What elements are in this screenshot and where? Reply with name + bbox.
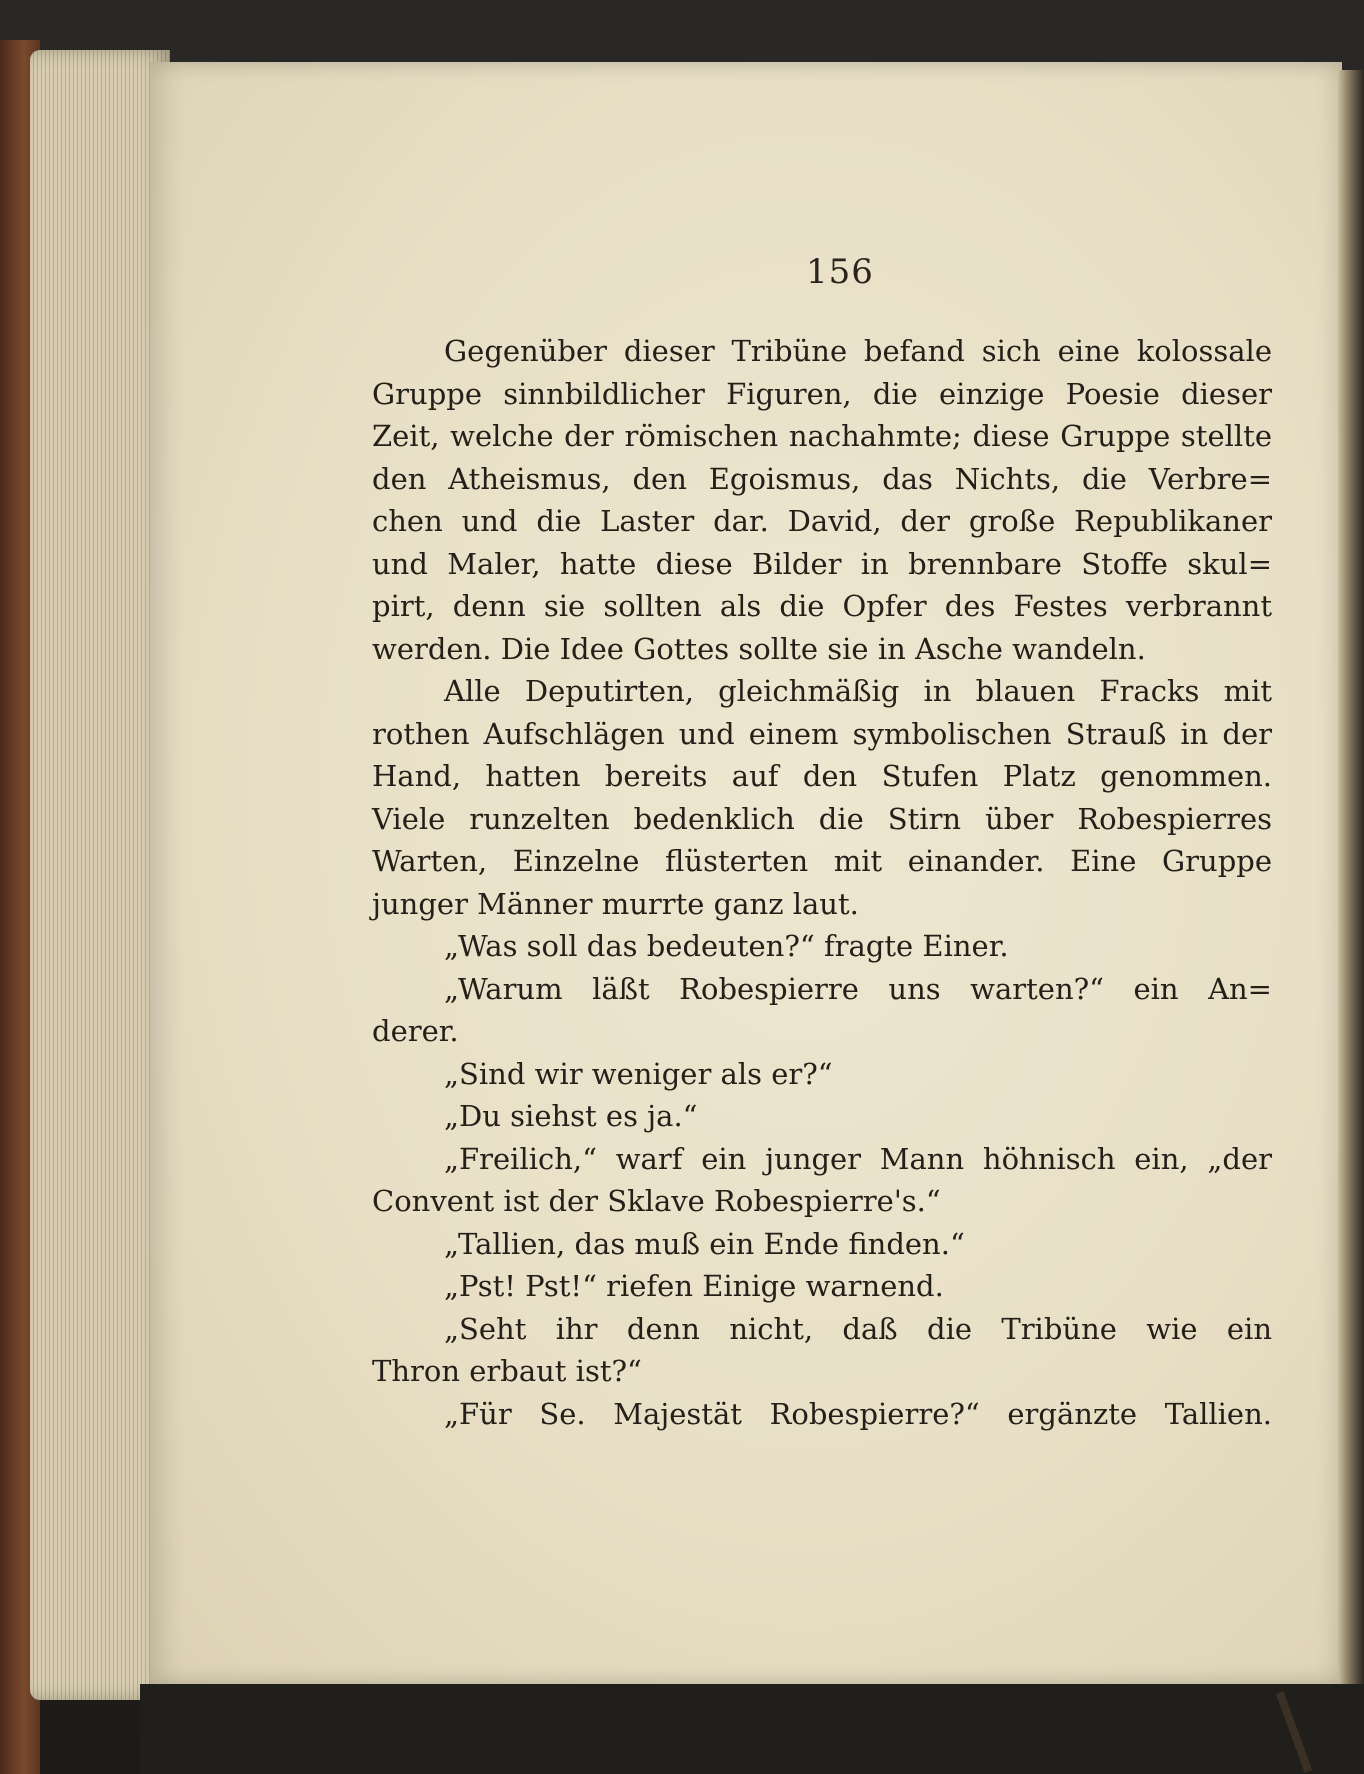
text-line: Alle Deputirten, gleichmäßig in blauen Fracks mit: [444, 674, 1272, 708]
text-line: „Für Se. Majestät Robespierre?“ ergänzte Tallien.: [444, 1396, 1272, 1431]
text-line: Viele runzelten bedenklich die Stirn über Robespierres: [372, 801, 1272, 836]
text-line: Hand, hatten bereits auf den Stufen Platz genommen.: [372, 759, 1272, 793]
text-line: „Tallien, das muß ein Ende finden.“: [444, 1226, 965, 1261]
text-line: werden. Die Idee Gottes sollte sie in Asche wandeln.: [372, 631, 1146, 666]
text-line: derer.: [372, 1014, 459, 1048]
text-line: „Warum läßt Robespierre uns warten?“ ein An=: [444, 971, 1272, 1006]
text-line: „Was soll das bedeuten?“ fragte Einer.: [444, 929, 1009, 963]
page-edges: [30, 50, 170, 1700]
text-line: chen und die Laster dar. David, der große Republikaner: [372, 504, 1272, 538]
text-line: Zeit, welche der römischen nachahmte; diese Gruppe stellte: [372, 419, 1272, 453]
text-line: Gegenüber dieser Tribüne befand sich eine kolossale: [444, 334, 1272, 368]
text-line: junger Männer murrte ganz laut.: [372, 886, 859, 921]
page-text: [372, 330, 1272, 1435]
text-line: pirt, denn sie sollten als die Opfer des Festes verbrannt: [372, 589, 1272, 623]
text-line: Gruppe sinnbildlicher Figuren, die einzige Poesie dieser: [372, 376, 1272, 411]
text-line: „Seht ihr denn nicht, daß die Tribüne wie ein: [444, 1311, 1272, 1346]
text-line: rothen Aufschlägen und einem symbolischen Strauß in der: [372, 716, 1272, 751]
text-line: „Sind wir weniger als er?“: [444, 1056, 833, 1091]
text-line: „Pst! Pst!“ riefen Einige warnend.: [444, 1269, 944, 1303]
text-line: Convent ist der Sklave Robespierre's.“: [372, 1184, 941, 1218]
scan-bottom-shadow: [140, 1684, 1364, 1774]
text-line: Warten, Einzelne flüsterten mit einander. Eine Gruppe: [372, 844, 1272, 878]
text-line: Thron erbaut ist?“: [372, 1354, 642, 1388]
text-line: „Freilich,“ warf ein junger Mann höhnisch ein, „der: [444, 1141, 1272, 1176]
text-line: und Maler, hatte diese Bilder in brennbare Stoffe skul=: [372, 546, 1272, 581]
book-binding-edge: [1338, 70, 1364, 1774]
text-line: „Du siehst es ja.“: [444, 1099, 698, 1133]
page-number: 156: [806, 252, 874, 292]
text-line: den Atheismus, den Egoismus, das Nichts, die Verbre=: [372, 461, 1272, 496]
